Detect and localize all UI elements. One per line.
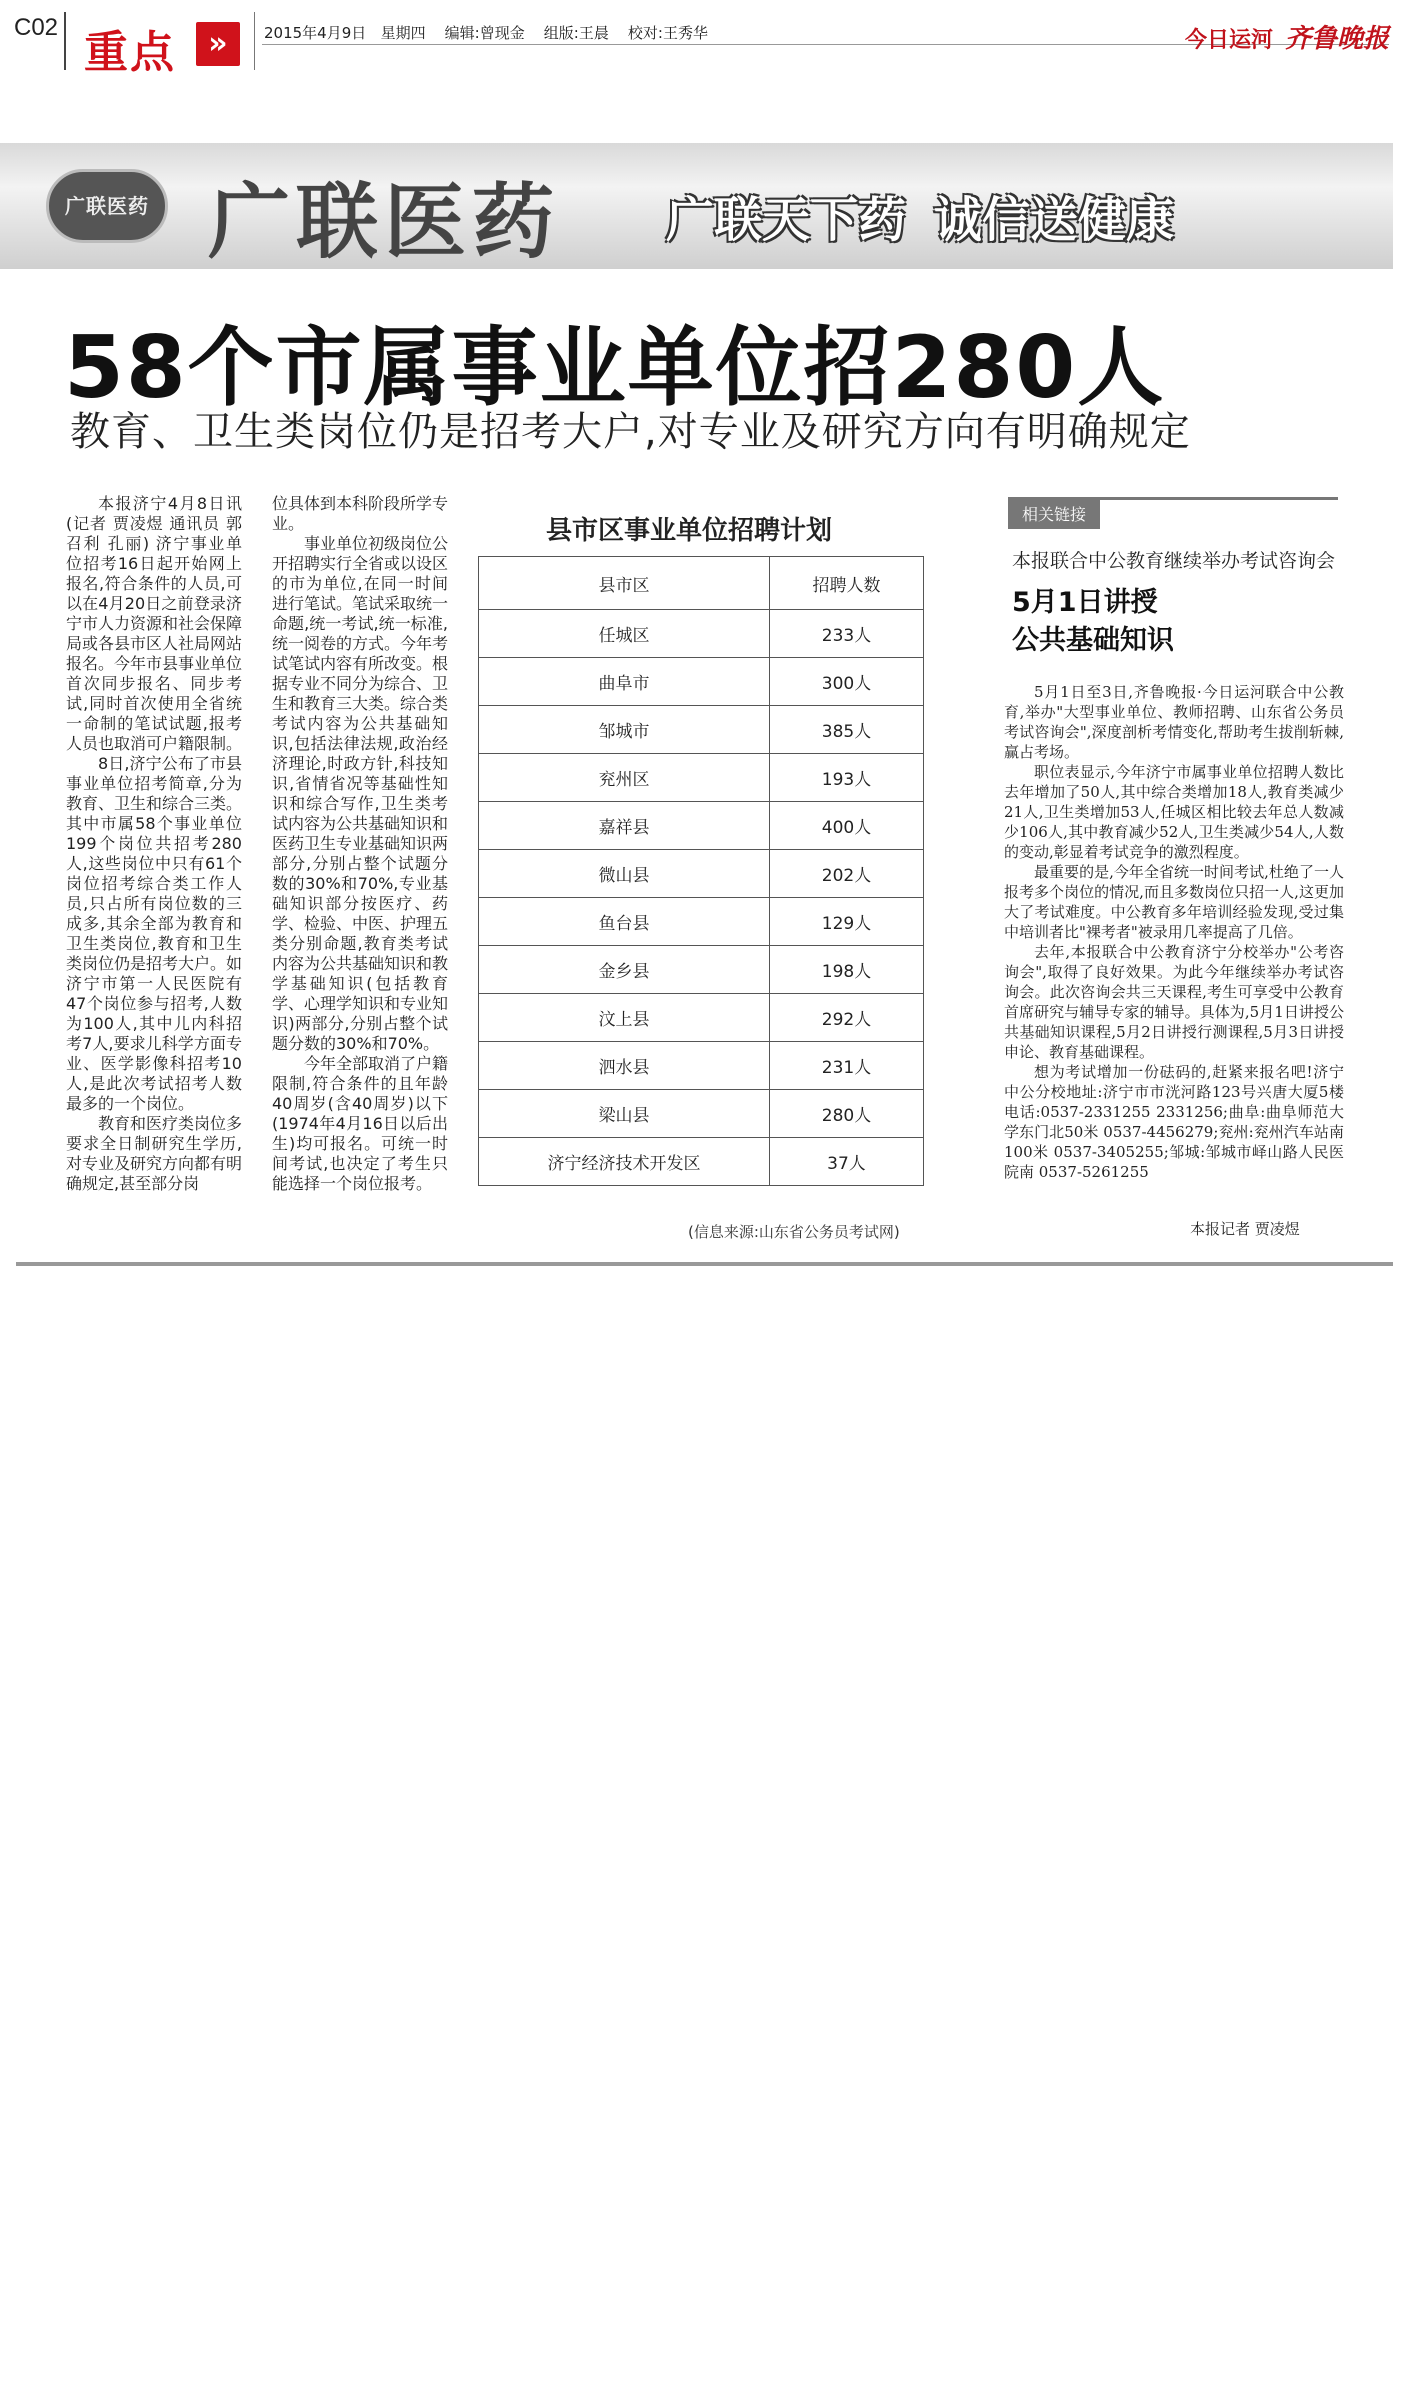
- region-cell: 邹城市: [479, 706, 770, 754]
- paragraph: 8日,济宁公布了市县事业单位招考简章,分为教育、卫生和综合三类。其中市属58个事业单位199个岗位共招考280人,这些岗位中只有61个岗位招考综合类工作人员,只占所有岗位数的三成多,其余全部为教育和卫生类岗位,教育和卫生类岗位仍是招考大户。如济宁市第一人民医院有47个岗位参与招考,人数为100人,其中儿内科招考7人,要求儿科学方面专业、医学影像科招考10人,是此次考试招考人数最多的一个岗位。: [66, 754, 243, 1113]
- paragraph: 位具体到本科阶段所学专业。: [272, 494, 449, 533]
- paragraph: 教育和医疗类岗位多要求全日制研究生学历,对专业及研究方向都有明确规定,甚至部分岗: [66, 1114, 243, 1193]
- column-header: 招聘人数: [770, 557, 924, 610]
- bottom-rule: [16, 1262, 1393, 1266]
- newspaper-logo: 齐鲁晚报: [1284, 24, 1389, 54]
- issue-meta: 2015年4月9日 星期四 编辑:曾现金 组版:王晨 校对:王秀华: [264, 24, 708, 42]
- recruitment-table: [478, 556, 924, 1186]
- region-cell: 汶上县: [479, 994, 770, 1042]
- region-cell: 曲阜市: [479, 658, 770, 706]
- related-intro: 本报联合中公教育继续举办考试咨询会: [1012, 550, 1336, 572]
- article-headline: 58个市属事业单位招280人: [64, 318, 1166, 418]
- count-cell: 193人: [770, 754, 924, 802]
- header-right: [1185, 18, 1389, 55]
- region-cell: 梁山县: [479, 1090, 770, 1138]
- paragraph: 想为考试增加一份砝码的,赶紧来报名吧!济宁中公分校地址:济宁市市洸河路123号兴唐大厦5楼 电话:0537-2331255 2331256;曲阜:曲阜师范大学东门北50米 0537-4456279;兖州:兖州汽车站南100米 0537-3405255;邹城:邹城市峄山路人民医院南 0537-5261255: [1004, 1063, 1344, 1181]
- related-title-line-2: 公共基础知识: [1012, 625, 1174, 656]
- region-cell: 任城区: [479, 610, 770, 658]
- table-row: [479, 994, 924, 1042]
- table-row: [479, 946, 924, 994]
- table-row: [479, 610, 924, 658]
- count-cell: 280人: [770, 1090, 924, 1138]
- paragraph: 最重要的是,今年全省统一时间考试,杜绝了一人报考多个岗位的情况,而且多数岗位只招一人,这更加大了考试难度。中公教育多年培训经验发现,受过集中培训者比"裸考者"被录用几率提高了几倍。: [1004, 863, 1344, 941]
- paragraph: 今年全部取消了户籍限制,符合条件的且年龄40周岁(含40周岁)以下(1974年4月16日以后出生)均可报名。可统一时间考试,也决定了考生只能选择一个岗位报考。: [272, 1054, 449, 1193]
- region-cell: 嘉祥县: [479, 802, 770, 850]
- table-row: [479, 850, 924, 898]
- ad-banner: [0, 143, 1393, 269]
- ad-slogan-2: 诚信送健康: [934, 192, 1175, 248]
- ad-slogan-1: 广联天下药: [666, 192, 907, 248]
- count-cell: 37人: [770, 1138, 924, 1186]
- region-cell: 微山县: [479, 850, 770, 898]
- related-tab: 相关链接: [1008, 500, 1100, 529]
- table-row: [479, 1138, 924, 1186]
- ad-brand-name: 广联医药: [208, 175, 561, 270]
- paragraph: 职位表显示,今年济宁市属事业单位招聘人数比去年增加了50人,其中综合类增加18人,教育类减少21人,卫生类增加53人,任城区相比较去年总人数减少106人,其中教育减少52人,卫生类减少54人,人数的变动,彰显着考试竞争的激烈程度。: [1004, 763, 1344, 861]
- count-cell: 385人: [770, 706, 924, 754]
- column-header: 县市区: [479, 557, 770, 610]
- region-cell: 济宁经济技术开发区: [479, 1138, 770, 1186]
- table-row: [479, 898, 924, 946]
- count-cell: 129人: [770, 898, 924, 946]
- table-title: 县市区事业单位招聘计划: [546, 516, 833, 546]
- table-row: [479, 754, 924, 802]
- article-column-2: [272, 494, 448, 1194]
- count-cell: 231人: [770, 1042, 924, 1090]
- header-divider: [64, 12, 66, 70]
- count-cell: 202人: [770, 850, 924, 898]
- page-number: C02: [14, 14, 59, 41]
- table-source: (信息来源:山东省公务员考试网): [688, 1223, 900, 1241]
- paragraph: 5月1日至3日,齐鲁晚报·今日运河联合中公教育,举办"大型事业单位、教师招聘、山东省公务员考试咨询会",深度剖析考情变化,帮助考生拔削斩棘,赢占考场。: [1004, 683, 1344, 761]
- table-header-row: [479, 557, 924, 610]
- table-row: [479, 1090, 924, 1138]
- section-title: 重点: [84, 27, 176, 78]
- paragraph: 去年,本报联合中公教育济宁分校举办"公考咨询会",取得了良好效果。为此今年继续举办考试咨询会。此次咨询会共三天课程,考生可享受中公教育首席研究与辅导专家的辅导。具体为,5月1日讲授公共基础知识课程,5月2日讲授行测课程,5月3日讲授申论、教育基础课程。: [1004, 943, 1344, 1061]
- region-cell: 金乡县: [479, 946, 770, 994]
- meta-divider: [254, 12, 255, 70]
- article-column-1: [66, 494, 242, 1194]
- paragraph: 事业单位初级岗位公开招聘实行全省或以设区的市为单位,在同一时间进行笔试。笔试采取统一命题,统一考试,统一标准,统一阅卷的方式。今年考试笔试内容有所改变。根据专业不同分为综合、卫生和教育三大类。综合类考试内容为公共基础知识,包括法律法规,政治经济理论,时政方针,科技知识,省情省况等基础性知识和综合写作,卫生类考试内容为公共基础知识和医药卫生专业基础知识两部分,分别占整个试题分数的30%和70%,专业基础知识部分按医疗、药学、检验、中医、护理五类分别命题,教育类考试内容为公共基础知识和教学基础知识(包括教育学、心理学知识和专业知识)两部分,分别占整个试题分数的30%和70%。: [272, 534, 449, 1053]
- region-cell: 泗水县: [479, 1042, 770, 1090]
- table-row: [479, 658, 924, 706]
- paragraph: 本报济宁4月8日讯(记者 贾凌煜 通讯员 郭召利 孔丽) 济宁事业单位招考16日起开始网上报名,符合条件的人员,可以在4月20日之前登录济宁市人力资源和社会保障局或各县市区人社局网站报名。今年市县事业单位首次同步报名、同步考试,同时首次使用全省统一命制的笔试试题,报考人员也取消可户籍限制。: [66, 494, 243, 753]
- count-cell: 292人: [770, 994, 924, 1042]
- table-row: [479, 706, 924, 754]
- count-cell: 400人: [770, 802, 924, 850]
- region-cell: 鱼台县: [479, 898, 770, 946]
- region-cell: 兖州区: [479, 754, 770, 802]
- table-row: [479, 802, 924, 850]
- count-cell: 198人: [770, 946, 924, 994]
- ad-logo-badge: 广联医药: [46, 169, 168, 243]
- related-column: [1004, 682, 1344, 1182]
- edition-label: 今日运河: [1184, 28, 1273, 53]
- related-byline: 本报记者 贾凌煜: [1190, 1220, 1300, 1238]
- count-cell: 233人: [770, 610, 924, 658]
- article-subhead: 教育、卫生类岗位仍是招考大户,对专业及研究方向有明确规定: [70, 409, 1191, 455]
- section-arrow-icon: »: [196, 22, 240, 66]
- count-cell: 300人: [770, 658, 924, 706]
- related-title-line-1: 5月1日讲授: [1012, 587, 1158, 618]
- table-row: [479, 1042, 924, 1090]
